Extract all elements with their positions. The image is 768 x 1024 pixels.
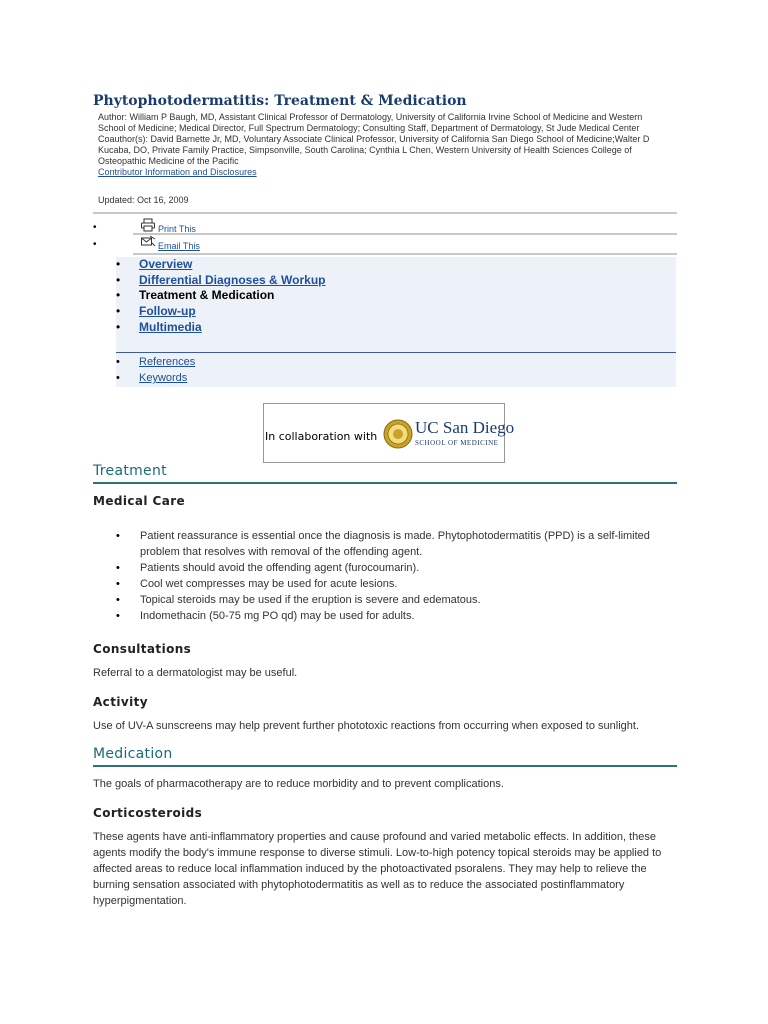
printer-icon[interactable] bbox=[140, 218, 156, 232]
updated-date: Updated: Oct 16, 2009 bbox=[98, 195, 189, 205]
list-item: • Topical steroids may be used if the eruption is severe and edematous. bbox=[116, 594, 481, 606]
nav-current-treatment: Treatment & Medication bbox=[139, 288, 275, 302]
medication-intro: The goals of pharmacotherapy are to reduce morbidity and to prevent complications. bbox=[93, 778, 504, 790]
collaboration-text: In collaboration with bbox=[265, 430, 378, 443]
nav-link-overview[interactable]: Overview bbox=[139, 257, 193, 271]
subheading-corticosteroids: Corticosteroids bbox=[93, 806, 203, 820]
bullet: • bbox=[93, 222, 97, 233]
author-block bbox=[98, 112, 668, 178]
subheading-medical-care: Medical Care bbox=[93, 494, 186, 508]
coauthor-line: Coauthor(s): David Barnette Jr, MD, Voluntary Associate Clinical Professor, University of California San Diego School of Medicine;Walter D Kucaba, DO, Private Family Practice, Simpsonville, South Carolina; Cynthia L Chen, Western University of Health Sciences College of Osteopathic Medicine of the Pacific bbox=[98, 134, 650, 166]
article-section-nav: • Overview • Differential Diagnoses & Workup • Treatment & Medication • Follow-up • Multimedia • References • Keywords bbox=[116, 257, 676, 387]
corticosteroids-text: These agents have anti-inflammatory properties and cause profound and varied metabolic effects. In addition, these agents modify the body's immune response to diverse stimuli. Low-to-high potency topical steroids may be applied to affected areas to reduce local inflammation induced by the photoactivated psoralens. They may help to relieve the burning sensation associated with phytophotodermatitis as well as to reduce the associated postinflammatory hyperpigmentation. bbox=[93, 831, 662, 907]
ucsd-seal-icon bbox=[383, 419, 413, 449]
contributor-disclosures-link[interactable]: Contributor Information and Disclosures bbox=[98, 167, 257, 177]
nav-link-keywords[interactable]: Keywords bbox=[139, 372, 188, 384]
nav-link-multimedia[interactable]: Multimedia bbox=[139, 320, 202, 334]
divider bbox=[93, 212, 677, 214]
print-this-link[interactable]: Print This bbox=[158, 224, 196, 234]
nav-link-references[interactable]: References bbox=[139, 356, 196, 368]
list-item: • Patients should avoid the offending agent (furocoumarin). bbox=[116, 562, 420, 574]
ucsd-logo-main: UC San Diego bbox=[415, 418, 515, 437]
subheading-activity: Activity bbox=[93, 695, 148, 709]
nav-link-differential-diagnoses[interactable]: Differential Diagnoses & Workup bbox=[139, 273, 326, 287]
list-item: • Patient reassurance is essential once the diagnosis is made. Phytophotodermatitis (PPD) is a self-limited problem that resolves with removal of the offending agent. bbox=[116, 530, 650, 558]
medical-care-list bbox=[93, 528, 677, 624]
section-heading-treatment: Treatment bbox=[93, 463, 677, 484]
list-item: • Indomethacin (50-75 mg PO qd) may be used for adults. bbox=[116, 610, 415, 622]
nav-divider bbox=[116, 352, 676, 353]
collaboration-banner[interactable] bbox=[263, 403, 515, 463]
page-title: Phytophotodermatitis: Treatment & Medication bbox=[93, 93, 467, 109]
nav-link-follow-up[interactable]: Follow-up bbox=[139, 304, 196, 318]
divider bbox=[133, 233, 677, 235]
section-heading-medication: Medication bbox=[93, 746, 677, 767]
author-line: Author: William P Baugh, MD, Assistant Clinical Professor of Dermatology, University of California Irvine School of Medicine and Western School of Medicine; Medical Director, Full Spectrum Dermatology; Consulting Staff, Department of Dermatology, St Jude Medical Center bbox=[98, 112, 643, 133]
bullet: • bbox=[93, 239, 97, 250]
email-this-link[interactable]: Email This bbox=[158, 241, 200, 251]
activity-text: Use of UV-A sunscreens may help prevent further phototoxic reactions from occurring when exposed to sunlight. bbox=[93, 720, 640, 732]
list-item: • Cool wet compresses may be used for acute lesions. bbox=[116, 578, 398, 590]
divider bbox=[133, 253, 677, 255]
email-icon[interactable] bbox=[140, 235, 156, 249]
consultations-text: Referral to a dermatologist may be useful. bbox=[93, 667, 298, 679]
ucsd-logo-sub: SCHOOL OF MEDICINE bbox=[415, 439, 499, 447]
ucsd-logo bbox=[415, 419, 514, 447]
subheading-consultations: Consultations bbox=[93, 642, 192, 656]
